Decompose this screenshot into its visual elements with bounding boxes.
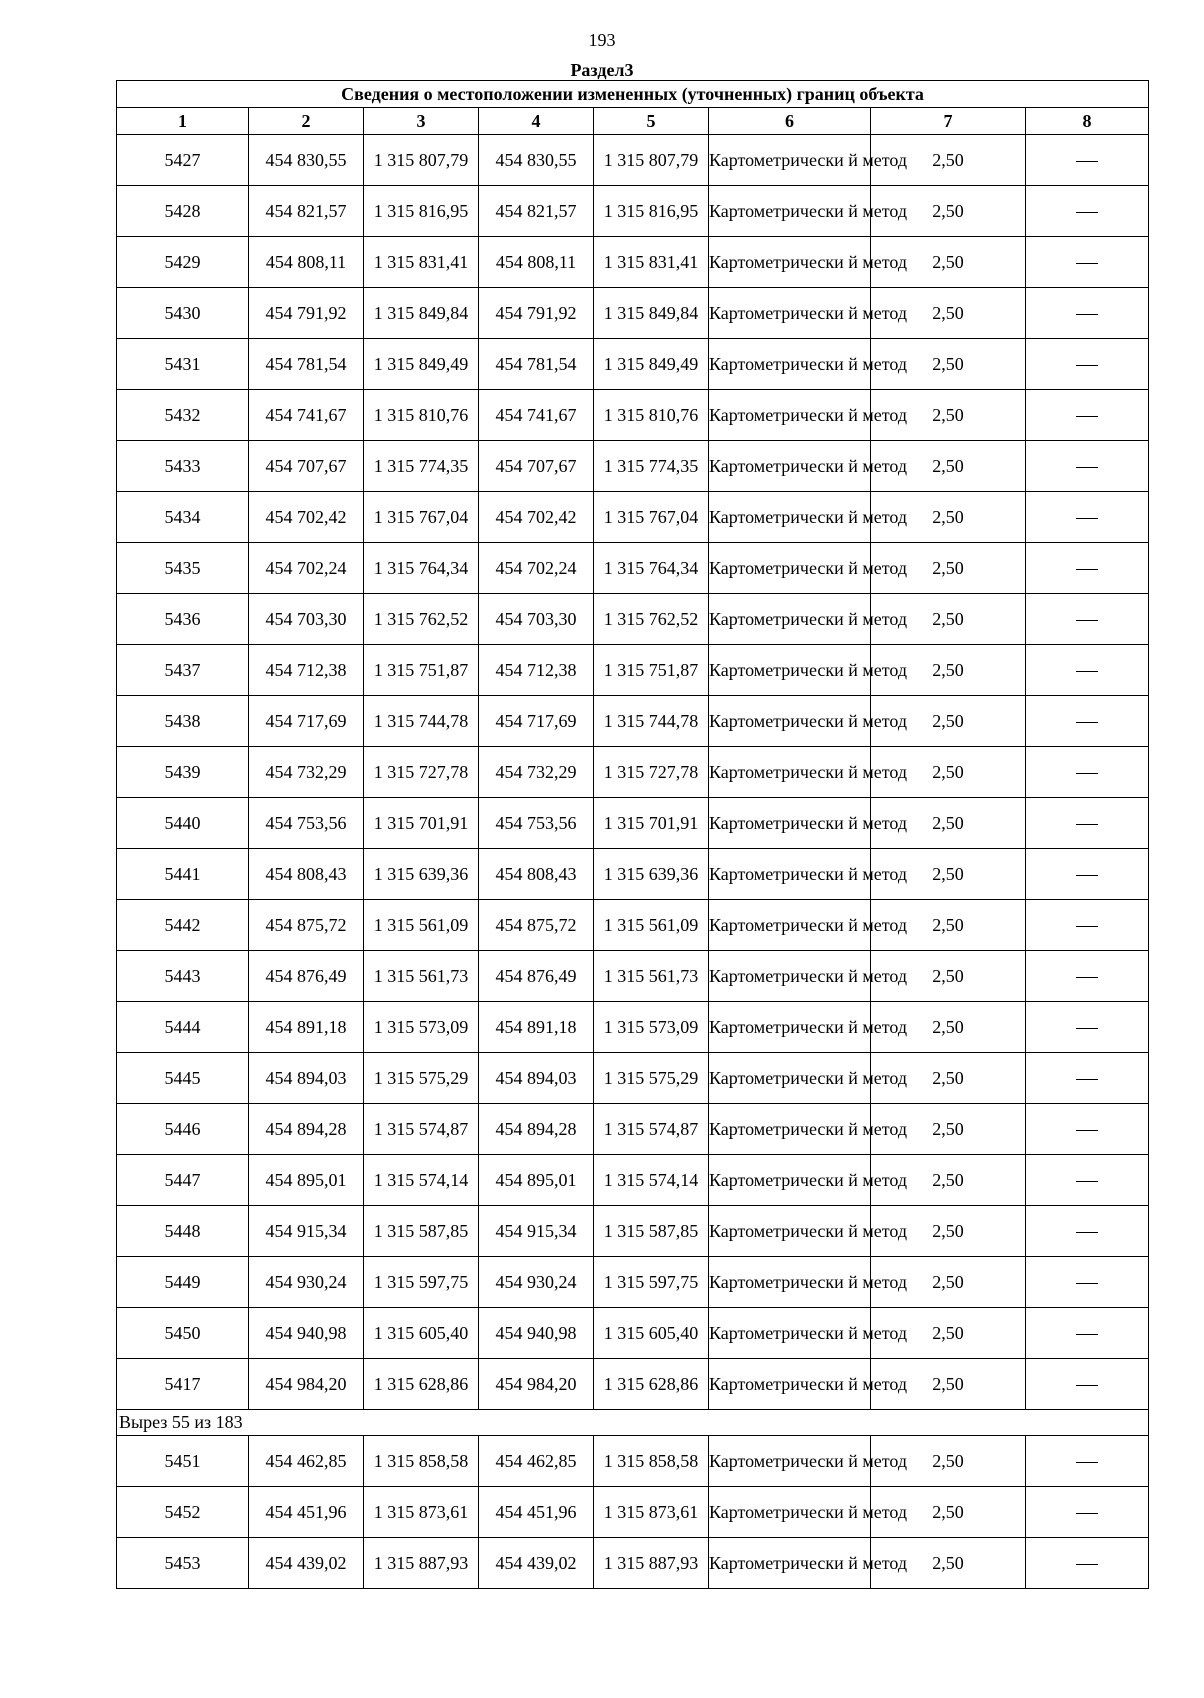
cell-accuracy: 2,50 bbox=[871, 492, 1026, 543]
cell-x-new: 454 875,72 bbox=[479, 900, 594, 951]
cell-description bbox=[1026, 1359, 1149, 1410]
cell-description bbox=[1026, 1053, 1149, 1104]
cell-x-new: 454 462,85 bbox=[479, 1436, 594, 1487]
cell-y-existing: 1 315 744,78 bbox=[364, 696, 479, 747]
table-row bbox=[117, 1053, 1149, 1104]
cell-accuracy: 2,50 bbox=[871, 1538, 1026, 1589]
table-row bbox=[117, 288, 1149, 339]
table-row bbox=[117, 1257, 1149, 1308]
cell-x-new: 454 940,98 bbox=[479, 1308, 594, 1359]
cell-x-existing: 454 702,42 bbox=[249, 492, 364, 543]
cell-x-existing: 454 891,18 bbox=[249, 1002, 364, 1053]
cell-description bbox=[1026, 1206, 1149, 1257]
cell-method: Картометрически й метод bbox=[709, 594, 871, 645]
cell-x-existing: 454 830,55 bbox=[249, 135, 364, 186]
cell-method: Картометрически й метод bbox=[709, 849, 871, 900]
cell-method: Картометрически й метод bbox=[709, 951, 871, 1002]
em-dash-icon bbox=[1076, 824, 1098, 825]
table-row bbox=[117, 492, 1149, 543]
em-dash-icon bbox=[1076, 1513, 1098, 1514]
table-row bbox=[117, 1155, 1149, 1206]
cell-x-new: 454 732,29 bbox=[479, 747, 594, 798]
cell-x-new: 454 791,92 bbox=[479, 288, 594, 339]
cell-x-new: 454 702,42 bbox=[479, 492, 594, 543]
cell-y-new: 1 315 810,76 bbox=[594, 390, 709, 441]
cell-x-existing: 454 791,92 bbox=[249, 288, 364, 339]
cell-accuracy: 2,50 bbox=[871, 543, 1026, 594]
em-dash-icon bbox=[1076, 365, 1098, 366]
table-row bbox=[117, 135, 1149, 186]
em-dash-icon bbox=[1076, 773, 1098, 774]
cell-y-new: 1 315 587,85 bbox=[594, 1206, 709, 1257]
cell-y-existing: 1 315 701,91 bbox=[364, 798, 479, 849]
cell-description bbox=[1026, 390, 1149, 441]
cell-x-new: 454 702,24 bbox=[479, 543, 594, 594]
cell-method: Картометрически й метод bbox=[709, 1359, 871, 1410]
em-dash-icon bbox=[1076, 1334, 1098, 1335]
cell-y-existing: 1 315 605,40 bbox=[364, 1308, 479, 1359]
em-dash-icon bbox=[1076, 1462, 1098, 1463]
cell-x-existing: 454 717,69 bbox=[249, 696, 364, 747]
cell-y-new: 1 315 561,73 bbox=[594, 951, 709, 1002]
table-row bbox=[117, 1359, 1149, 1410]
cell-description bbox=[1026, 900, 1149, 951]
cell-y-existing: 1 315 887,93 bbox=[364, 1538, 479, 1589]
cell-y-new: 1 315 831,41 bbox=[594, 237, 709, 288]
section-title: Раздел3 bbox=[570, 60, 634, 80]
cell-x-new: 454 808,11 bbox=[479, 237, 594, 288]
cell-method: Картометрически й метод bbox=[709, 390, 871, 441]
cell-point-number: 5427 bbox=[117, 135, 249, 186]
cell-y-existing: 1 315 831,41 bbox=[364, 237, 479, 288]
cell-accuracy: 2,50 bbox=[871, 339, 1026, 390]
em-dash-icon bbox=[1076, 1079, 1098, 1080]
cell-description bbox=[1026, 1155, 1149, 1206]
cell-point-number: 5444 bbox=[117, 1002, 249, 1053]
cell-method: Картометрически й метод bbox=[709, 1155, 871, 1206]
cell-y-new: 1 315 561,09 bbox=[594, 900, 709, 951]
cell-y-existing: 1 315 807,79 bbox=[364, 135, 479, 186]
cell-y-existing: 1 315 849,49 bbox=[364, 339, 479, 390]
cell-method: Картометрически й метод bbox=[709, 1002, 871, 1053]
cell-accuracy: 2,50 bbox=[871, 849, 1026, 900]
cell-description bbox=[1026, 1002, 1149, 1053]
em-dash-icon bbox=[1076, 1130, 1098, 1131]
cell-y-existing: 1 315 587,85 bbox=[364, 1206, 479, 1257]
cell-x-new: 454 895,01 bbox=[479, 1155, 594, 1206]
cell-point-number: 5451 bbox=[117, 1436, 249, 1487]
cell-point-number: 5449 bbox=[117, 1257, 249, 1308]
em-dash-icon bbox=[1076, 416, 1098, 417]
cell-description bbox=[1026, 951, 1149, 1002]
cell-x-new: 454 891,18 bbox=[479, 1002, 594, 1053]
em-dash-icon bbox=[1076, 1283, 1098, 1284]
cell-x-new: 454 894,28 bbox=[479, 1104, 594, 1155]
column-header-6: 6 bbox=[709, 108, 871, 135]
table-row bbox=[117, 1538, 1149, 1589]
column-header-3: 3 bbox=[364, 108, 479, 135]
cell-x-existing: 454 894,03 bbox=[249, 1053, 364, 1104]
cell-description bbox=[1026, 492, 1149, 543]
cell-x-new: 454 821,57 bbox=[479, 186, 594, 237]
cell-point-number: 5439 bbox=[117, 747, 249, 798]
cell-point-number: 5436 bbox=[117, 594, 249, 645]
cell-x-new: 454 915,34 bbox=[479, 1206, 594, 1257]
cell-accuracy: 2,50 bbox=[871, 390, 1026, 441]
cell-y-new: 1 315 574,14 bbox=[594, 1155, 709, 1206]
cell-x-existing: 454 702,24 bbox=[249, 543, 364, 594]
cell-method: Картометрически й метод bbox=[709, 339, 871, 390]
cell-y-new: 1 315 816,95 bbox=[594, 186, 709, 237]
cell-accuracy: 2,50 bbox=[871, 798, 1026, 849]
cutout-row bbox=[117, 1410, 1149, 1436]
cell-y-existing: 1 315 597,75 bbox=[364, 1257, 479, 1308]
cell-accuracy: 2,50 bbox=[871, 747, 1026, 798]
cell-y-new: 1 315 701,91 bbox=[594, 798, 709, 849]
page-number: 193 bbox=[588, 30, 616, 50]
cell-description bbox=[1026, 645, 1149, 696]
cell-method: Картометрически й метод bbox=[709, 696, 871, 747]
em-dash-icon bbox=[1076, 1028, 1098, 1029]
cell-x-existing: 454 707,67 bbox=[249, 441, 364, 492]
cell-x-existing: 454 741,67 bbox=[249, 390, 364, 441]
cell-accuracy: 2,50 bbox=[871, 237, 1026, 288]
cell-y-existing: 1 315 751,87 bbox=[364, 645, 479, 696]
cell-y-new: 1 315 744,78 bbox=[594, 696, 709, 747]
cell-x-new: 454 451,96 bbox=[479, 1487, 594, 1538]
table-row bbox=[117, 441, 1149, 492]
cell-y-new: 1 315 887,93 bbox=[594, 1538, 709, 1589]
cell-method: Картометрически й метод bbox=[709, 1308, 871, 1359]
table-row bbox=[117, 849, 1149, 900]
table-caption: Сведения о местоположении измененных (уточненных) границ объекта bbox=[117, 81, 1149, 108]
cell-x-existing: 454 984,20 bbox=[249, 1359, 364, 1410]
table-row bbox=[117, 1487, 1149, 1538]
cell-y-existing: 1 315 573,09 bbox=[364, 1002, 479, 1053]
cell-y-existing: 1 315 873,61 bbox=[364, 1487, 479, 1538]
boundary-coordinates-table bbox=[116, 80, 1149, 1589]
cell-x-existing: 454 439,02 bbox=[249, 1538, 364, 1589]
table-row bbox=[117, 1436, 1149, 1487]
cell-point-number: 5430 bbox=[117, 288, 249, 339]
em-dash-icon bbox=[1076, 1181, 1098, 1182]
cell-y-new: 1 315 767,04 bbox=[594, 492, 709, 543]
cell-x-existing: 454 821,57 bbox=[249, 186, 364, 237]
cell-method: Картометрически й метод bbox=[709, 135, 871, 186]
table-row bbox=[117, 1308, 1149, 1359]
cell-y-existing: 1 315 774,35 bbox=[364, 441, 479, 492]
em-dash-icon bbox=[1076, 671, 1098, 672]
cell-x-new: 454 830,55 bbox=[479, 135, 594, 186]
cell-description bbox=[1026, 696, 1149, 747]
table-row bbox=[117, 645, 1149, 696]
cell-x-existing: 454 781,54 bbox=[249, 339, 364, 390]
cell-y-existing: 1 315 575,29 bbox=[364, 1053, 479, 1104]
cell-x-new: 454 894,03 bbox=[479, 1053, 594, 1104]
cell-point-number: 5433 bbox=[117, 441, 249, 492]
cell-x-existing: 454 712,38 bbox=[249, 645, 364, 696]
em-dash-icon bbox=[1076, 875, 1098, 876]
cell-accuracy: 2,50 bbox=[871, 696, 1026, 747]
cell-y-existing: 1 315 810,76 bbox=[364, 390, 479, 441]
cell-x-new: 454 753,56 bbox=[479, 798, 594, 849]
cell-method: Картометрически й метод bbox=[709, 1053, 871, 1104]
cell-method: Картометрически й метод bbox=[709, 1436, 871, 1487]
cell-x-existing: 454 930,24 bbox=[249, 1257, 364, 1308]
cell-point-number: 5432 bbox=[117, 390, 249, 441]
em-dash-icon bbox=[1076, 467, 1098, 468]
em-dash-icon bbox=[1076, 1564, 1098, 1565]
cell-y-new: 1 315 774,35 bbox=[594, 441, 709, 492]
table-row bbox=[117, 339, 1149, 390]
cutout-label: Вырез 55 из 183 bbox=[117, 1410, 1149, 1436]
cell-x-new: 454 703,30 bbox=[479, 594, 594, 645]
cell-description bbox=[1026, 1487, 1149, 1538]
cell-point-number: 5428 bbox=[117, 186, 249, 237]
cell-description bbox=[1026, 849, 1149, 900]
table-row bbox=[117, 1104, 1149, 1155]
cell-y-new: 1 315 574,87 bbox=[594, 1104, 709, 1155]
cell-y-new: 1 315 575,29 bbox=[594, 1053, 709, 1104]
cell-x-existing: 454 753,56 bbox=[249, 798, 364, 849]
cell-method: Картометрически й метод bbox=[709, 1257, 871, 1308]
cell-accuracy: 2,50 bbox=[871, 1206, 1026, 1257]
cell-method: Картометрически й метод bbox=[709, 237, 871, 288]
cell-point-number: 5438 bbox=[117, 696, 249, 747]
column-header-8: 8 bbox=[1026, 108, 1149, 135]
cell-x-new: 454 712,38 bbox=[479, 645, 594, 696]
cell-point-number: 5437 bbox=[117, 645, 249, 696]
cell-y-new: 1 315 628,86 bbox=[594, 1359, 709, 1410]
cell-method: Картометрически й метод bbox=[709, 798, 871, 849]
cell-point-number: 5429 bbox=[117, 237, 249, 288]
cell-point-number: 5448 bbox=[117, 1206, 249, 1257]
cell-y-existing: 1 315 639,36 bbox=[364, 849, 479, 900]
cell-y-existing: 1 315 858,58 bbox=[364, 1436, 479, 1487]
cell-y-new: 1 315 764,34 bbox=[594, 543, 709, 594]
cell-y-new: 1 315 858,58 bbox=[594, 1436, 709, 1487]
em-dash-icon bbox=[1076, 722, 1098, 723]
cell-accuracy: 2,50 bbox=[871, 951, 1026, 1002]
cell-y-new: 1 315 573,09 bbox=[594, 1002, 709, 1053]
em-dash-icon bbox=[1076, 1385, 1098, 1386]
cell-description bbox=[1026, 747, 1149, 798]
cell-method: Картометрически й метод bbox=[709, 441, 871, 492]
cell-y-existing: 1 315 574,14 bbox=[364, 1155, 479, 1206]
cell-accuracy: 2,50 bbox=[871, 441, 1026, 492]
cell-method: Картометрически й метод bbox=[709, 900, 871, 951]
cell-point-number: 5442 bbox=[117, 900, 249, 951]
em-dash-icon bbox=[1076, 569, 1098, 570]
cell-accuracy: 2,50 bbox=[871, 1155, 1026, 1206]
em-dash-icon bbox=[1076, 620, 1098, 621]
table-row bbox=[117, 1002, 1149, 1053]
column-header-2: 2 bbox=[249, 108, 364, 135]
column-header-7: 7 bbox=[871, 108, 1026, 135]
cell-description bbox=[1026, 1308, 1149, 1359]
cell-description bbox=[1026, 441, 1149, 492]
cell-y-existing: 1 315 561,09 bbox=[364, 900, 479, 951]
cell-description bbox=[1026, 288, 1149, 339]
cell-description bbox=[1026, 594, 1149, 645]
cell-x-new: 454 930,24 bbox=[479, 1257, 594, 1308]
cell-accuracy: 2,50 bbox=[871, 135, 1026, 186]
em-dash-icon bbox=[1076, 263, 1098, 264]
column-header-4: 4 bbox=[479, 108, 594, 135]
cell-x-existing: 454 451,96 bbox=[249, 1487, 364, 1538]
cell-x-existing: 454 732,29 bbox=[249, 747, 364, 798]
cell-accuracy: 2,50 bbox=[871, 1487, 1026, 1538]
cell-x-existing: 454 703,30 bbox=[249, 594, 364, 645]
table-row bbox=[117, 390, 1149, 441]
cell-method: Картометрически й метод bbox=[709, 1487, 871, 1538]
em-dash-icon bbox=[1076, 926, 1098, 927]
cell-x-new: 454 984,20 bbox=[479, 1359, 594, 1410]
cell-y-existing: 1 315 767,04 bbox=[364, 492, 479, 543]
cell-description bbox=[1026, 543, 1149, 594]
cell-point-number: 5417 bbox=[117, 1359, 249, 1410]
em-dash-icon bbox=[1076, 314, 1098, 315]
table-row bbox=[117, 798, 1149, 849]
cell-y-new: 1 315 849,49 bbox=[594, 339, 709, 390]
cell-x-existing: 454 876,49 bbox=[249, 951, 364, 1002]
cell-y-new: 1 315 762,52 bbox=[594, 594, 709, 645]
cell-point-number: 5441 bbox=[117, 849, 249, 900]
cell-point-number: 5450 bbox=[117, 1308, 249, 1359]
cell-x-new: 454 741,67 bbox=[479, 390, 594, 441]
cell-x-existing: 454 895,01 bbox=[249, 1155, 364, 1206]
cell-x-new: 454 439,02 bbox=[479, 1538, 594, 1589]
cell-accuracy: 2,50 bbox=[871, 1002, 1026, 1053]
cell-point-number: 5440 bbox=[117, 798, 249, 849]
cell-point-number: 5445 bbox=[117, 1053, 249, 1104]
cell-accuracy: 2,50 bbox=[871, 1436, 1026, 1487]
cell-y-new: 1 315 873,61 bbox=[594, 1487, 709, 1538]
cell-description bbox=[1026, 186, 1149, 237]
cell-x-new: 454 717,69 bbox=[479, 696, 594, 747]
em-dash-icon bbox=[1076, 977, 1098, 978]
column-header-5: 5 bbox=[594, 108, 709, 135]
cell-y-existing: 1 315 561,73 bbox=[364, 951, 479, 1002]
cell-point-number: 5447 bbox=[117, 1155, 249, 1206]
cell-accuracy: 2,50 bbox=[871, 186, 1026, 237]
cell-accuracy: 2,50 bbox=[871, 645, 1026, 696]
cell-y-new: 1 315 597,75 bbox=[594, 1257, 709, 1308]
cell-x-new: 454 707,67 bbox=[479, 441, 594, 492]
cell-description bbox=[1026, 1257, 1149, 1308]
cell-point-number: 5443 bbox=[117, 951, 249, 1002]
cell-description bbox=[1026, 1436, 1149, 1487]
cell-y-existing: 1 315 764,34 bbox=[364, 543, 479, 594]
cell-x-existing: 454 462,85 bbox=[249, 1436, 364, 1487]
cell-point-number: 5434 bbox=[117, 492, 249, 543]
table-row bbox=[117, 900, 1149, 951]
cell-y-new: 1 315 807,79 bbox=[594, 135, 709, 186]
cell-y-existing: 1 315 849,84 bbox=[364, 288, 479, 339]
cell-description bbox=[1026, 798, 1149, 849]
cell-method: Картометрически й метод bbox=[709, 288, 871, 339]
cell-method: Картометрически й метод bbox=[709, 1104, 871, 1155]
cell-point-number: 5446 bbox=[117, 1104, 249, 1155]
cell-description bbox=[1026, 1538, 1149, 1589]
cell-method: Картометрически й метод bbox=[709, 747, 871, 798]
cell-x-existing: 454 940,98 bbox=[249, 1308, 364, 1359]
cell-accuracy: 2,50 bbox=[871, 900, 1026, 951]
cell-method: Картометрически й метод bbox=[709, 1538, 871, 1589]
cell-point-number: 5435 bbox=[117, 543, 249, 594]
cell-x-existing: 454 808,11 bbox=[249, 237, 364, 288]
table-row bbox=[117, 1206, 1149, 1257]
cell-description bbox=[1026, 1104, 1149, 1155]
em-dash-icon bbox=[1076, 161, 1098, 162]
cell-accuracy: 2,50 bbox=[871, 1104, 1026, 1155]
em-dash-icon bbox=[1076, 1232, 1098, 1233]
cell-accuracy: 2,50 bbox=[871, 1359, 1026, 1410]
em-dash-icon bbox=[1076, 518, 1098, 519]
cell-accuracy: 2,50 bbox=[871, 1257, 1026, 1308]
cell-y-existing: 1 315 816,95 bbox=[364, 186, 479, 237]
cell-method: Картометрически й метод bbox=[709, 186, 871, 237]
table-row bbox=[117, 747, 1149, 798]
cell-y-existing: 1 315 727,78 bbox=[364, 747, 479, 798]
cell-point-number: 5431 bbox=[117, 339, 249, 390]
cell-y-new: 1 315 751,87 bbox=[594, 645, 709, 696]
cell-point-number: 5453 bbox=[117, 1538, 249, 1589]
cell-method: Картометрически й метод bbox=[709, 1206, 871, 1257]
table-row bbox=[117, 186, 1149, 237]
cell-description bbox=[1026, 237, 1149, 288]
cell-description bbox=[1026, 339, 1149, 390]
cell-y-existing: 1 315 628,86 bbox=[364, 1359, 479, 1410]
table-row bbox=[117, 951, 1149, 1002]
cell-x-existing: 454 808,43 bbox=[249, 849, 364, 900]
table-row bbox=[117, 594, 1149, 645]
cell-x-new: 454 876,49 bbox=[479, 951, 594, 1002]
column-header-1: 1 bbox=[117, 108, 249, 135]
cell-accuracy: 2,50 bbox=[871, 1308, 1026, 1359]
cell-x-new: 454 781,54 bbox=[479, 339, 594, 390]
cell-x-existing: 454 875,72 bbox=[249, 900, 364, 951]
cell-y-existing: 1 315 762,52 bbox=[364, 594, 479, 645]
em-dash-icon bbox=[1076, 212, 1098, 213]
cell-y-new: 1 315 727,78 bbox=[594, 747, 709, 798]
cell-x-existing: 454 894,28 bbox=[249, 1104, 364, 1155]
cell-point-number: 5452 bbox=[117, 1487, 249, 1538]
table-row bbox=[117, 237, 1149, 288]
cell-method: Картометрически й метод bbox=[709, 645, 871, 696]
cell-y-new: 1 315 605,40 bbox=[594, 1308, 709, 1359]
cell-x-new: 454 808,43 bbox=[479, 849, 594, 900]
cell-x-existing: 454 915,34 bbox=[249, 1206, 364, 1257]
table-row bbox=[117, 543, 1149, 594]
cell-accuracy: 2,50 bbox=[871, 594, 1026, 645]
cell-accuracy: 2,50 bbox=[871, 288, 1026, 339]
cell-description bbox=[1026, 135, 1149, 186]
table-row bbox=[117, 696, 1149, 747]
cell-y-existing: 1 315 574,87 bbox=[364, 1104, 479, 1155]
cell-accuracy: 2,50 bbox=[871, 1053, 1026, 1104]
cell-y-new: 1 315 849,84 bbox=[594, 288, 709, 339]
cell-method: Картометрически й метод bbox=[709, 492, 871, 543]
cell-method: Картометрически й метод bbox=[709, 543, 871, 594]
cell-y-new: 1 315 639,36 bbox=[594, 849, 709, 900]
